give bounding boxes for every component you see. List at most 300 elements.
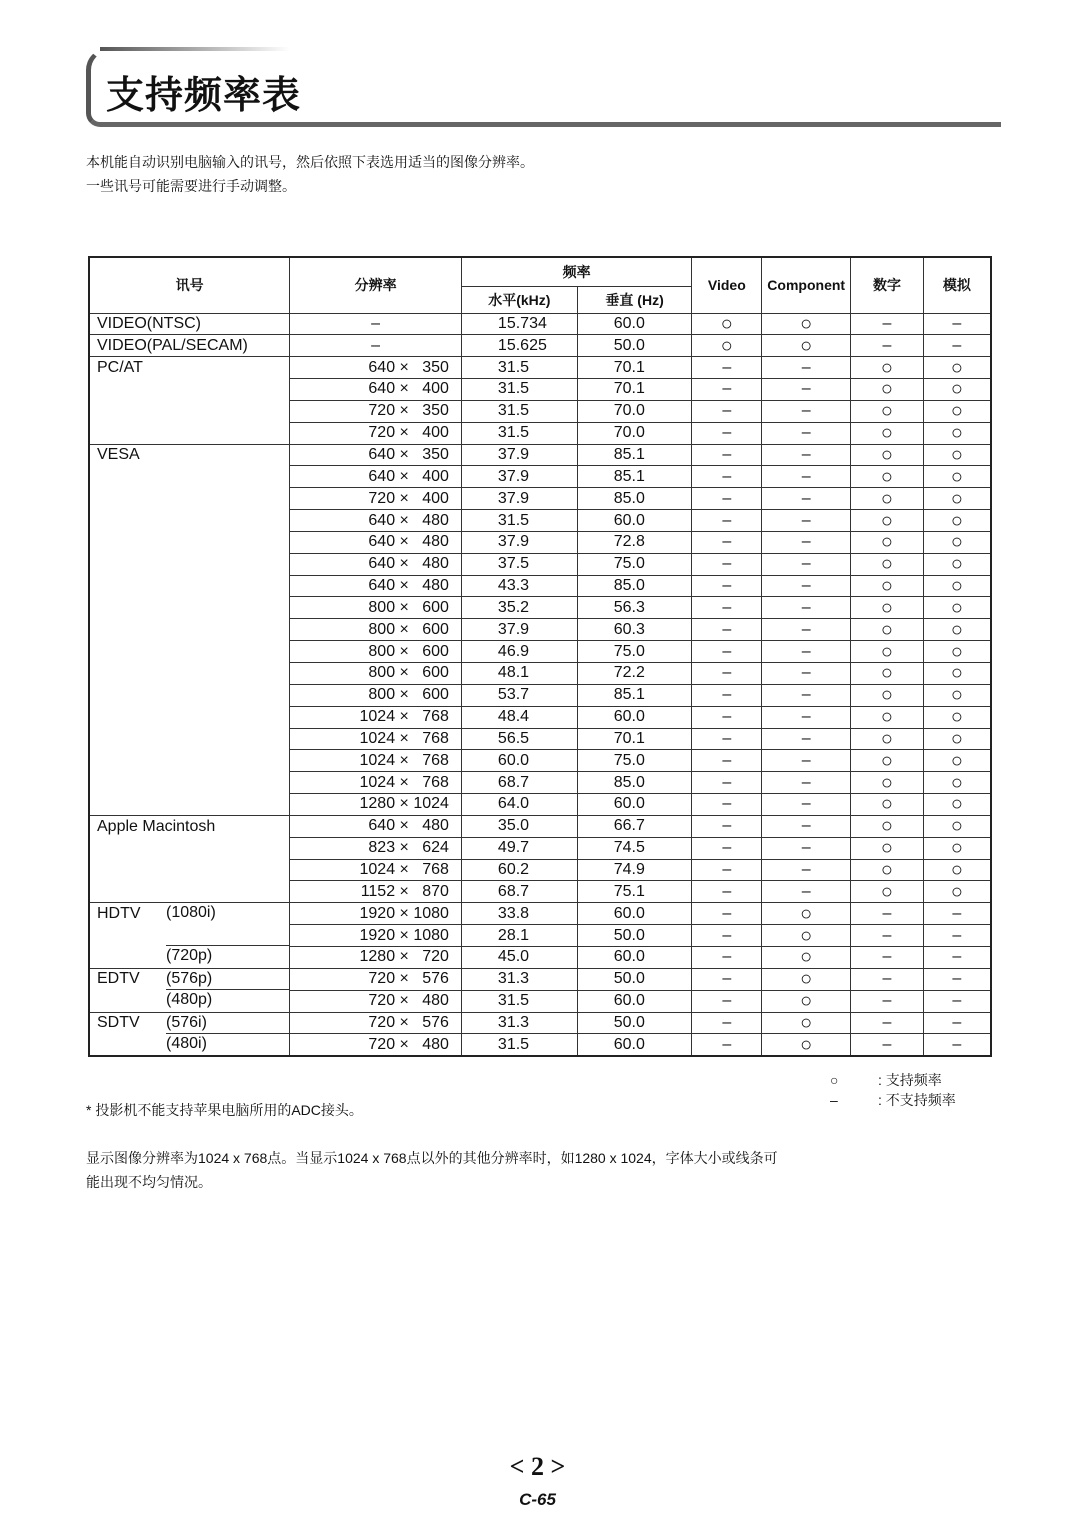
- analog-support-circle-icon: ○: [923, 531, 991, 553]
- table-row: [89, 553, 991, 575]
- video-support-dash-icon: –: [692, 684, 762, 706]
- video-support-dash-icon: –: [692, 990, 762, 1012]
- signal-cell: [89, 1034, 290, 1056]
- video-support-dash-icon: –: [692, 357, 762, 379]
- resolution-value: 720 × 400: [368, 424, 449, 442]
- horizontal-cell: 15.625: [461, 335, 577, 357]
- vertical-cell: 60.0: [577, 794, 692, 816]
- digital-support-circle-icon: ○: [851, 815, 924, 837]
- header-vertical: 垂直 (Hz): [577, 286, 692, 313]
- analog-support-circle-icon: ○: [923, 837, 991, 859]
- horizontal-cell: 35.0: [461, 815, 577, 837]
- signal-cell: [89, 663, 290, 685]
- resolution-cell: [290, 444, 462, 466]
- signal-cell: [89, 968, 290, 990]
- vertical-cell: 60.3: [577, 619, 692, 641]
- component-support-dash-icon: –: [762, 379, 851, 401]
- resolution-cell: [290, 619, 462, 641]
- video-support-dash-icon: –: [692, 444, 762, 466]
- resolution-cell: [290, 859, 462, 881]
- table-row: [89, 684, 991, 706]
- horizontal-cell: 37.9: [461, 531, 577, 553]
- component-support-dash-icon: –: [762, 553, 851, 575]
- resolution-value: 800 × 600: [368, 598, 449, 616]
- video-support-dash-icon: –: [692, 663, 762, 685]
- component-support-dash-icon: –: [762, 794, 851, 816]
- component-support-dash-icon: –: [762, 837, 851, 859]
- signal-cell: [89, 837, 290, 859]
- vertical-cell: 85.0: [577, 575, 692, 597]
- digital-support-circle-icon: ○: [851, 379, 924, 401]
- analog-support-circle-icon: ○: [923, 488, 991, 510]
- vertical-cell: 70.0: [577, 422, 692, 444]
- signal-cell: [89, 794, 290, 816]
- digital-support-circle-icon: ○: [851, 706, 924, 728]
- vertical-cell: 70.0: [577, 400, 692, 422]
- resolution-value: 800 × 600: [368, 686, 449, 704]
- component-support-dash-icon: –: [762, 531, 851, 553]
- horizontal-cell: 37.9: [461, 466, 577, 488]
- signal-cell: [89, 706, 290, 728]
- signal-cell: [89, 553, 290, 575]
- horizontal-cell: 46.9: [461, 641, 577, 663]
- vertical-cell: 85.0: [577, 772, 692, 794]
- resolution-cell: [290, 837, 462, 859]
- signal-cell: [89, 925, 290, 947]
- vertical-cell: 60.0: [577, 946, 692, 968]
- horizontal-cell: 31.5: [461, 357, 577, 379]
- legend-item: [830, 1090, 956, 1110]
- component-support-circle-icon: ○: [762, 925, 851, 947]
- table-row: [89, 357, 991, 379]
- resolution-cell: [290, 357, 462, 379]
- resolution-cell: [290, 466, 462, 488]
- legend-item: [830, 1070, 956, 1090]
- intro-line: 本机能自动识别电脑输入的讯号，然后依照下表选用适当的图像分辨率。: [86, 154, 534, 170]
- component-support-circle-icon: ○: [762, 313, 851, 335]
- digital-support-circle-icon: ○: [851, 531, 924, 553]
- analog-support-circle-icon: ○: [923, 466, 991, 488]
- video-support-dash-icon: –: [692, 815, 762, 837]
- resolution-cell: [290, 706, 462, 728]
- vertical-cell: 74.9: [577, 859, 692, 881]
- analog-support-circle-icon: ○: [923, 728, 991, 750]
- vertical-cell: 85.0: [577, 488, 692, 510]
- table-row: [89, 968, 991, 990]
- analog-support-circle-icon: ○: [923, 881, 991, 903]
- digital-support-dash-icon: –: [851, 313, 924, 335]
- table-row: [89, 946, 991, 968]
- component-support-dash-icon: –: [762, 641, 851, 663]
- resolution-cell: [290, 946, 462, 968]
- vertical-cell: 70.1: [577, 379, 692, 401]
- vertical-cell: 56.3: [577, 597, 692, 619]
- vertical-cell: 75.0: [577, 553, 692, 575]
- analog-support-circle-icon: ○: [923, 597, 991, 619]
- vertical-cell: 75.0: [577, 750, 692, 772]
- table-row: [89, 1012, 991, 1034]
- table-row: [89, 313, 991, 335]
- header-digital: 数字: [851, 257, 924, 313]
- video-support-dash-icon: –: [692, 531, 762, 553]
- horizontal-cell: 37.9: [461, 444, 577, 466]
- resolution-cell: –: [290, 335, 462, 357]
- signal-cell: [89, 859, 290, 881]
- resolution-cell: [290, 663, 462, 685]
- analog-support-circle-icon: ○: [923, 575, 991, 597]
- digital-support-circle-icon: ○: [851, 663, 924, 685]
- digital-support-circle-icon: ○: [851, 619, 924, 641]
- analog-support-circle-icon: ○: [923, 510, 991, 532]
- signal-cell: [89, 1012, 290, 1034]
- component-support-dash-icon: –: [762, 597, 851, 619]
- signal-cell: [89, 619, 290, 641]
- resolution-value: 640 × 350: [368, 358, 449, 376]
- video-support-dash-icon: –: [692, 750, 762, 772]
- signal-name: HDTV: [97, 904, 141, 922]
- resolution-value: 720 × 576: [368, 970, 449, 988]
- video-support-dash-icon: –: [692, 641, 762, 663]
- table-row: [89, 400, 991, 422]
- digital-support-circle-icon: ○: [851, 684, 924, 706]
- table-row: [89, 531, 991, 553]
- signal-name: VIDEO(NTSC): [97, 314, 201, 332]
- signal-name: VESA: [97, 446, 140, 464]
- vertical-cell: 60.0: [577, 706, 692, 728]
- signal-cell: [89, 750, 290, 772]
- vertical-cell: 72.8: [577, 531, 692, 553]
- digital-support-dash-icon: –: [851, 968, 924, 990]
- table-row: [89, 1034, 991, 1056]
- page-code: C-65: [519, 1490, 556, 1509]
- horizontal-cell: 31.3: [461, 1012, 577, 1034]
- resolution-cell: [290, 903, 462, 925]
- signal-name: EDTV: [97, 970, 140, 988]
- digital-support-circle-icon: ○: [851, 553, 924, 575]
- digital-support-dash-icon: –: [851, 903, 924, 925]
- horizontal-cell: 28.1: [461, 925, 577, 947]
- horizontal-cell: 15.734: [461, 313, 577, 335]
- digital-support-dash-icon: –: [851, 990, 924, 1012]
- table-row: [89, 859, 991, 881]
- video-support-dash-icon: –: [692, 1012, 762, 1034]
- note-line: 能出现不均匀情况。: [86, 1174, 212, 1190]
- horizontal-cell: 37.9: [461, 488, 577, 510]
- signal-cell: [89, 510, 290, 532]
- analog-support-circle-icon: ○: [923, 422, 991, 444]
- horizontal-cell: 48.4: [461, 706, 577, 728]
- analog-support-dash-icon: –: [923, 1034, 991, 1056]
- signal-cell: [89, 575, 290, 597]
- intro-line: 一些讯号可能需要进行手动调整。: [86, 178, 296, 194]
- table-row: [89, 379, 991, 401]
- circle-icon: ○: [830, 1072, 839, 1088]
- video-support-dash-icon: –: [692, 400, 762, 422]
- analog-support-circle-icon: ○: [923, 663, 991, 685]
- signal-cell: [89, 684, 290, 706]
- table-row: [89, 488, 991, 510]
- resolution-value: 640 × 480: [368, 511, 449, 529]
- horizontal-cell: 49.7: [461, 837, 577, 859]
- horizontal-cell: 31.5: [461, 422, 577, 444]
- digital-support-dash-icon: –: [851, 1012, 924, 1034]
- resolution-cell: [290, 422, 462, 444]
- component-support-dash-icon: –: [762, 881, 851, 903]
- resolution-cell: [290, 815, 462, 837]
- horizontal-cell: 31.5: [461, 379, 577, 401]
- analog-support-circle-icon: ○: [923, 750, 991, 772]
- digital-support-circle-icon: ○: [851, 444, 924, 466]
- resolution-value: 640 × 480: [368, 577, 449, 595]
- signal-cell: [89, 772, 290, 794]
- vertical-cell: 75.0: [577, 641, 692, 663]
- video-support-dash-icon: –: [692, 379, 762, 401]
- signal-cell: [89, 335, 290, 357]
- note-line: 显示图像分辨率为1024 x 768点。当显示1024 x 768点以外的其他分辨率时，如1280 x 1024，字体大小或线条可: [86, 1150, 778, 1166]
- component-support-circle-icon: ○: [762, 968, 851, 990]
- video-support-dash-icon: –: [692, 728, 762, 750]
- signal-cell: [89, 400, 290, 422]
- digital-support-dash-icon: –: [851, 946, 924, 968]
- table-row: [89, 990, 991, 1012]
- video-support-dash-icon: –: [692, 881, 762, 903]
- resolution-value: 1024 × 768: [359, 708, 449, 726]
- header-horizontal: 水平(kHz): [461, 286, 577, 313]
- horizontal-cell: 31.5: [461, 990, 577, 1012]
- analog-support-circle-icon: ○: [923, 859, 991, 881]
- vertical-cell: 50.0: [577, 968, 692, 990]
- vertical-cell: 70.1: [577, 357, 692, 379]
- vertical-cell: 72.2: [577, 663, 692, 685]
- analog-support-dash-icon: –: [923, 903, 991, 925]
- dash-icon: –: [830, 1092, 838, 1108]
- video-support-dash-icon: –: [692, 510, 762, 532]
- video-support-dash-icon: –: [692, 859, 762, 881]
- resolution-cell: [290, 488, 462, 510]
- horizontal-cell: 31.5: [461, 400, 577, 422]
- table-row: [89, 335, 991, 357]
- analog-support-circle-icon: ○: [923, 641, 991, 663]
- component-support-circle-icon: ○: [762, 903, 851, 925]
- resolution-value: 1024 × 768: [359, 861, 449, 879]
- analog-support-dash-icon: –: [923, 313, 991, 335]
- table-row: [89, 750, 991, 772]
- resolution-value: 720 × 400: [368, 489, 449, 507]
- component-support-dash-icon: –: [762, 575, 851, 597]
- digital-support-circle-icon: ○: [851, 794, 924, 816]
- table-row: [89, 881, 991, 903]
- component-support-circle-icon: ○: [762, 990, 851, 1012]
- analog-support-circle-icon: ○: [923, 794, 991, 816]
- frequency-table: [88, 256, 992, 1057]
- horizontal-cell: 64.0: [461, 794, 577, 816]
- table-row: [89, 903, 991, 925]
- vertical-cell: 85.1: [577, 684, 692, 706]
- signal-name: VIDEO(PAL/SECAM): [97, 336, 248, 354]
- signal-cell: [89, 488, 290, 510]
- resolution-value: 1920 × 1080: [359, 926, 449, 944]
- analog-support-circle-icon: ○: [923, 400, 991, 422]
- video-support-dash-icon: –: [692, 925, 762, 947]
- table-row: [89, 466, 991, 488]
- component-support-dash-icon: –: [762, 619, 851, 641]
- component-support-dash-icon: –: [762, 772, 851, 794]
- signal-mode: (576p): [166, 969, 213, 987]
- vertical-cell: 85.1: [577, 466, 692, 488]
- component-support-circle-icon: ○: [762, 335, 851, 357]
- component-support-dash-icon: –: [762, 728, 851, 750]
- digital-support-circle-icon: ○: [851, 859, 924, 881]
- digital-support-circle-icon: ○: [851, 357, 924, 379]
- resolution-cell: [290, 925, 462, 947]
- vertical-cell: 50.0: [577, 335, 692, 357]
- table-row: [89, 925, 991, 947]
- signal-mode: (720p): [166, 945, 289, 966]
- resolution-value: 800 × 600: [368, 642, 449, 660]
- table-row: [89, 772, 991, 794]
- resolution-cell: [290, 531, 462, 553]
- video-support-dash-icon: –: [692, 575, 762, 597]
- analog-support-circle-icon: ○: [923, 706, 991, 728]
- table-row: [89, 815, 991, 837]
- video-support-dash-icon: –: [692, 772, 762, 794]
- resolution-note: [86, 1146, 778, 1194]
- resolution-value: 640 × 480: [368, 533, 449, 551]
- horizontal-cell: 53.7: [461, 684, 577, 706]
- table-row: [89, 619, 991, 641]
- component-support-dash-icon: –: [762, 466, 851, 488]
- signal-cell: [89, 881, 290, 903]
- table-row: [89, 422, 991, 444]
- table-row: [89, 510, 991, 532]
- component-support-dash-icon: –: [762, 815, 851, 837]
- signal-cell: [89, 728, 290, 750]
- video-support-dash-icon: –: [692, 706, 762, 728]
- component-support-dash-icon: –: [762, 444, 851, 466]
- video-support-dash-icon: –: [692, 968, 762, 990]
- analog-support-dash-icon: –: [923, 335, 991, 357]
- header-component: Component: [762, 257, 851, 313]
- analog-support-circle-icon: ○: [923, 619, 991, 641]
- table-row: [89, 706, 991, 728]
- video-support-dash-icon: –: [692, 903, 762, 925]
- table-row: [89, 444, 991, 466]
- component-support-circle-icon: ○: [762, 1012, 851, 1034]
- resolution-cell: [290, 881, 462, 903]
- video-support-circle-icon: ○: [692, 313, 762, 335]
- table-row: [89, 663, 991, 685]
- resolution-value: 640 × 400: [368, 380, 449, 398]
- component-support-dash-icon: –: [762, 663, 851, 685]
- digital-support-dash-icon: –: [851, 925, 924, 947]
- resolution-cell: [290, 772, 462, 794]
- video-support-dash-icon: –: [692, 466, 762, 488]
- resolution-cell: [290, 750, 462, 772]
- resolution-cell: [290, 597, 462, 619]
- vertical-cell: 74.5: [577, 837, 692, 859]
- resolution-value: 823 × 624: [368, 839, 449, 857]
- component-support-circle-icon: ○: [762, 946, 851, 968]
- header-signal: 讯号: [89, 257, 290, 313]
- digital-support-dash-icon: –: [851, 335, 924, 357]
- signal-cell: [89, 444, 290, 466]
- signal-cell: [89, 815, 290, 837]
- resolution-value: 1024 × 768: [359, 729, 449, 747]
- legend-label: : 支持频率: [878, 1072, 942, 1088]
- resolution-cell: [290, 510, 462, 532]
- video-support-dash-icon: –: [692, 597, 762, 619]
- resolution-cell: [290, 379, 462, 401]
- resolution-value: 1280 × 1024: [359, 795, 449, 813]
- resolution-cell: [290, 968, 462, 990]
- header-frequency: 频率: [461, 257, 692, 286]
- signal-cell: [89, 357, 290, 379]
- signal-name: PC/AT: [97, 358, 143, 376]
- resolution-cell: [290, 575, 462, 597]
- video-support-dash-icon: –: [692, 619, 762, 641]
- resolution-value: 640 × 480: [368, 555, 449, 573]
- signal-cell: [89, 990, 290, 1012]
- resolution-value: 1024 × 768: [359, 773, 449, 791]
- intro-text: [86, 150, 534, 198]
- signal-mode: (480p): [166, 989, 289, 1010]
- table-row: [89, 728, 991, 750]
- video-support-dash-icon: –: [692, 422, 762, 444]
- analog-support-circle-icon: ○: [923, 379, 991, 401]
- vertical-cell: 60.0: [577, 990, 692, 1012]
- digital-support-circle-icon: ○: [851, 837, 924, 859]
- vertical-cell: 60.0: [577, 510, 692, 532]
- horizontal-cell: 60.2: [461, 859, 577, 881]
- horizontal-cell: 31.5: [461, 1034, 577, 1056]
- analog-support-circle-icon: ○: [923, 444, 991, 466]
- digital-support-circle-icon: ○: [851, 575, 924, 597]
- vertical-cell: 50.0: [577, 925, 692, 947]
- signal-mode: (1080i): [166, 904, 216, 922]
- signal-cell: [89, 597, 290, 619]
- digital-support-circle-icon: ○: [851, 641, 924, 663]
- resolution-value: 1152 × 870: [360, 882, 449, 900]
- component-support-dash-icon: –: [762, 510, 851, 532]
- horizontal-cell: 37.9: [461, 619, 577, 641]
- footnote: * 投影机不能支持苹果电脑所用的ADC接头。: [86, 1102, 363, 1118]
- video-support-dash-icon: –: [692, 1034, 762, 1056]
- resolution-cell: [290, 400, 462, 422]
- digital-support-circle-icon: ○: [851, 881, 924, 903]
- analog-support-dash-icon: –: [923, 990, 991, 1012]
- signal-cell: [89, 946, 290, 968]
- resolution-value: 640 × 480: [368, 817, 449, 835]
- analog-support-dash-icon: –: [923, 925, 991, 947]
- signal-cell: [89, 379, 290, 401]
- analog-support-dash-icon: –: [923, 968, 991, 990]
- resolution-value: 720 × 480: [368, 992, 449, 1010]
- vertical-cell: 75.1: [577, 881, 692, 903]
- header-resolution: 分辨率: [290, 257, 462, 313]
- resolution-cell: [290, 1034, 462, 1056]
- resolution-value: 1280 × 720: [359, 948, 449, 966]
- horizontal-cell: 68.7: [461, 772, 577, 794]
- horizontal-cell: 56.5: [461, 728, 577, 750]
- digital-support-circle-icon: ○: [851, 488, 924, 510]
- analog-support-circle-icon: ○: [923, 684, 991, 706]
- table-row: [89, 641, 991, 663]
- horizontal-cell: 33.8: [461, 903, 577, 925]
- analog-support-dash-icon: –: [923, 1012, 991, 1034]
- component-support-dash-icon: –: [762, 357, 851, 379]
- signal-name: SDTV: [97, 1014, 140, 1032]
- horizontal-cell: 43.3: [461, 575, 577, 597]
